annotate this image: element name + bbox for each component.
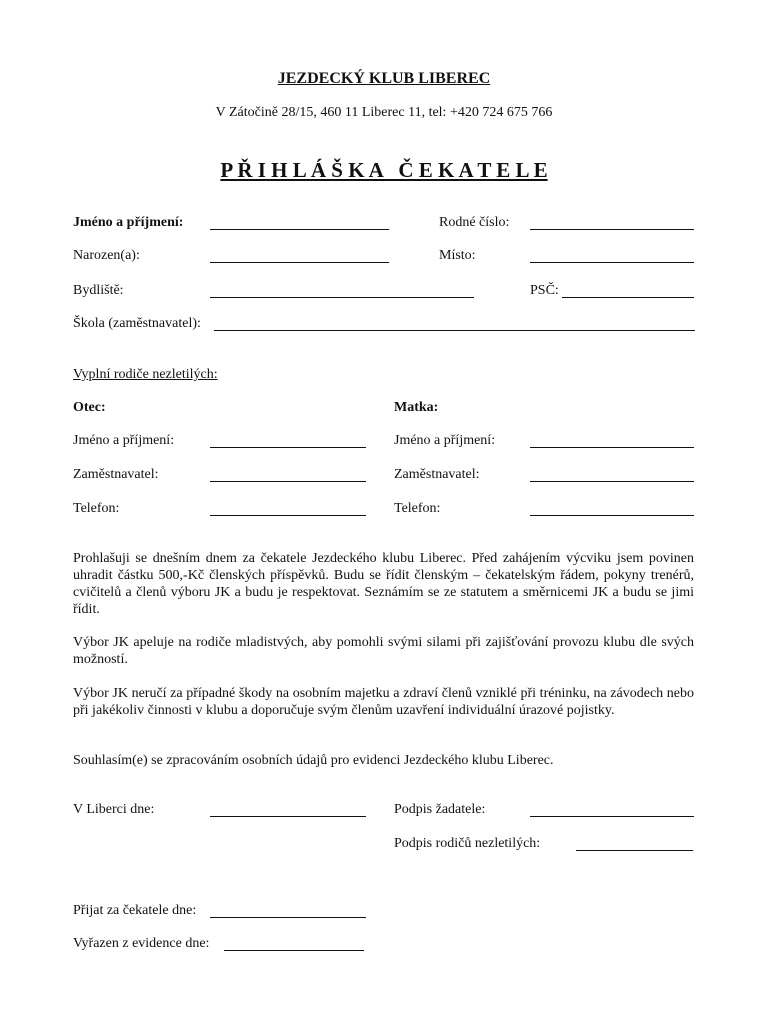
accepted-date-field[interactable]	[210, 917, 366, 918]
accepted-date-label: Přijat za čekatele dne:	[73, 903, 197, 918]
born-label: Narozen(a):	[73, 248, 140, 263]
school-label: Škola (zaměstnavatel):	[73, 316, 201, 331]
postcode-field[interactable]	[562, 297, 694, 298]
club-name: JEZDECKÝ KLUB LIBEREC	[277, 70, 491, 87]
consent-paragraph: Souhlasím(e) se zpracováním osobních údajů pro evidenci Jezdeckého klubu Liberec.	[73, 753, 554, 768]
residence-field[interactable]	[210, 297, 474, 298]
birth-place-field[interactable]	[530, 262, 694, 263]
postcode-label: PSČ:	[530, 283, 559, 298]
place-date-label: V Liberci dne:	[73, 802, 155, 817]
father-phone-field[interactable]	[210, 515, 366, 516]
residence-label: Bydliště:	[73, 283, 124, 298]
father-employer-label: Zaměstnavatel:	[73, 467, 159, 482]
parents-section-heading: Vyplní rodiče nezletilých:	[73, 367, 218, 382]
mother-name-field[interactable]	[530, 447, 694, 448]
father-employer-field[interactable]	[210, 481, 366, 482]
parents-signature-label: Podpis rodičů nezletilých:	[394, 836, 541, 851]
father-name-field[interactable]	[210, 447, 366, 448]
applicant-signature-field[interactable]	[530, 816, 694, 817]
club-address: V Zátočině 28/15, 460 11 Liberec 11, tel: +420 724 675 766	[215, 105, 553, 120]
mother-phone-field[interactable]	[530, 515, 694, 516]
declaration-paragraph: Prohlašuji se dnešním dnem za čekatele Jezdeckého klubu Liberec. Před zahájením výcviku jsem povinen uhradit částku 500,-Kč členských příspěvků. Budu se řídit členským – čekatelským řádem, pokyny trenérů, cvičitelů a členů výboru JK a budu je respektovat. Seznámím se ze statutem a směrnicemi JK a budu se jimi řídit.	[73, 551, 694, 617]
applicant-signature-label: Podpis žadatele:	[394, 802, 486, 817]
applicant-name-label: Jméno a příjmení:	[73, 215, 184, 230]
mother-employer-field[interactable]	[530, 481, 694, 482]
mother-employer-label: Zaměstnavatel:	[394, 467, 480, 482]
father-phone-label: Telefon:	[73, 501, 120, 516]
birth-place-label: Místo:	[439, 248, 476, 263]
mother-name-label: Jméno a příjmení:	[394, 433, 496, 448]
liability-paragraph: Výbor JK neručí za případné škody na osobním majetku a zdraví členů vzniklé při tréninku, na závodech nebo při jakékoliv činnosti v klubu a doporučuje svým členům uzavření individuální úrazové pojistky.	[73, 686, 694, 718]
father-heading: Otec:	[73, 400, 106, 415]
place-date-field[interactable]	[210, 816, 366, 817]
removed-date-field[interactable]	[224, 950, 364, 951]
parents-appeal-paragraph: Výbor JK apeluje na rodiče mladistvých, aby pomohli svými silami při zajišťování provozu klubu dle svých možností.	[73, 635, 694, 667]
born-date-field[interactable]	[210, 262, 389, 263]
mother-heading: Matka:	[394, 400, 439, 415]
birth-number-label: Rodné číslo:	[439, 215, 510, 230]
removed-date-label: Vyřazen z evidence dne:	[73, 936, 210, 951]
mother-phone-label: Telefon:	[394, 501, 441, 516]
school-field[interactable]	[214, 330, 695, 331]
form-title: P Ř I H L Á Š K A Č E K A T E L E	[220, 158, 548, 182]
parents-signature-field[interactable]	[576, 850, 693, 851]
applicant-name-field[interactable]	[210, 229, 389, 230]
birth-number-field[interactable]	[530, 229, 694, 230]
father-name-label: Jméno a příjmení:	[73, 433, 175, 448]
